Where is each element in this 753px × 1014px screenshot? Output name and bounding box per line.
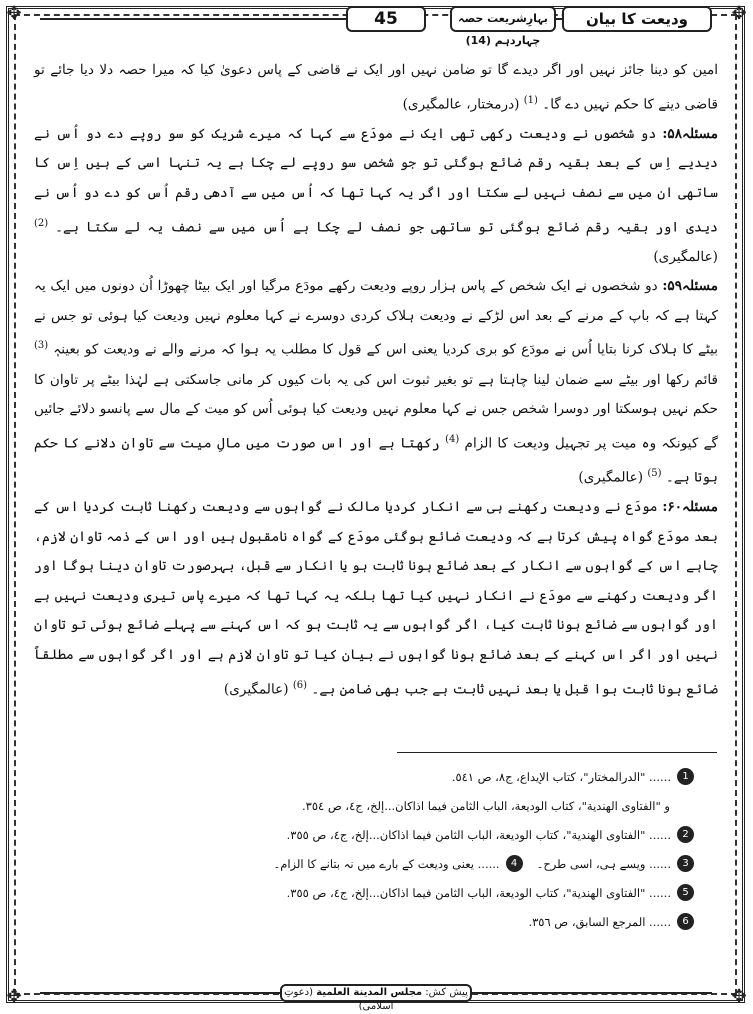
source-citation: (عالمگیری) [578,469,644,486]
footnote-separator [397,752,717,753]
corner-ornament-icon: ✥ [6,3,22,24]
page-footer [40,984,712,1012]
footnote-ref: (1) [523,94,538,106]
corner-ornament-icon: ✥ [731,986,747,1007]
footnote-text: ...... یعنی ودیعت کے بارے میں نہ بتانے کا الزام۔ [273,856,500,871]
masala-text: دو شخصوں نے ودیعت رکھی تھی ایک نے مودَع سے کہا کہ میرے شریک کو سو روپے دے دو اُس نے دیدیے اِس کے بعد بقیہ رقم ضائع ہوگئی تو جو شخص سو روپے لے چکا ہے یہ تنہا اسی کے ہیں اِس کا ساتھی ان میں سے نصف نہیں لے سکتا اور اگر یہ کہا تھا کہ اُس میں سے آدھی رقم اُس کو دے دو اُس نے دیدی اور بقیہ رقم ضائع ہوگئی تو ساتھی جو نصف لے چکا ہے اُس میں سے نصف یہ لے سکتا ہے۔ [34,125,718,236]
footnote-text: و "الفتاوى الهندية"، كتاب الوديعة، الباب الثامن فيما اذاكان...إلخ، ج٤، ص ٣٥٤. [301,798,670,813]
corner-ornament-icon: ✥ [6,986,22,1007]
corner-ornament-icon: ✥ [731,3,747,24]
publisher-box [280,984,472,1012]
masala-label: مسئلہ۶۰: [662,498,718,515]
footnote-text: ...... ویسے ہی، اسی طرح۔ [536,856,671,871]
source-citation: (عالمگیری) [653,248,718,265]
masala-58 [34,120,718,273]
footnote-number: 3 [677,855,694,872]
masala-label: مسئلہ۵۸: [662,125,718,142]
footnote-text: ...... "الدرالمختار"، كتاب الإيداع، ج٨، ص ٥٤١. [451,769,671,784]
footnote-ref: (2) [34,217,49,229]
paragraph [34,56,718,120]
page-header [40,6,712,47]
footer-rule [40,992,280,994]
masala-60 [34,493,718,705]
footnote [34,820,694,849]
footnote [34,878,694,907]
footnotes [34,762,694,936]
footnote-text: ...... المرجع السابق، ص ٣٥٦. [528,914,671,929]
main-text [34,56,718,746]
source-citation: (عالمگیری) [223,681,289,698]
section-title: ودیعت کا بیان [562,6,712,32]
footnote-number: 5 [677,884,694,901]
paragraph-text: امین کو دینا جائز نہیں اور اگر دیدے گا تو ضامن نہیں اور ایک نے قاضی کے پاس دعویٰ کیا کہ میرا حصہ دلا دیا جائے تو قاضی دینے کا حکم نہیں دے گا۔ [34,62,718,113]
masala-text: مودَع نے ودیعت رکھنے ہی سے انکار کردیا مالک نے گواہوں سے ودیعت رکھنا ثابت کردیا اس کے بعد مودَع گواہ پیش کرتا ہے کہ ودیعت ضائع ہوگئی مودَع کے گواہ نامقبول ہیں اور اس کے ذمہ تاوان لازم، چاہے اس کے گواہوں سے انکار کے بعد ضائع ہونا ثابت ہو یا انکار سے قبل، بہرصورت تاوان دینا ہوگا اور اگر ودیعت رکھنے سے مودَع نے انکار نہیں کیا تھا بلکہ یہ کہا تھا کہ میرے پاس تیری ودیعت نہیں ہے اور گواہوں سے ضائع ہونا ثابت کیا، اگر گواہوں سے یہ ثابت ہو کہ اس کہنے سے پہلے ضائع ہوئی تو تاوان نہیں اور اگر اس کہنے کے بعد ضائع ہونا گواہوں نے بیان کیا تو تاوان لازم ہے اور اگر گواہوں سے مطلقاً ضائع ہونا ثابت ہوا قبل یا بعد نہیں ثابت ہے جب بھی ضامن ہے۔ [34,498,718,698]
footnote-text: ...... "الفتاوى الهندية"، كتاب الوديعة، الباب الثامن فيما اذاكان...إلخ، ج٤، ص ٣٥٥. [286,827,671,842]
presenter-label: پیش کش: [425,987,468,998]
footnote-number: 1 [677,768,694,785]
footer-rule [472,992,712,994]
footnote-number: 2 [677,826,694,843]
footnote-ref: (5) [647,467,662,479]
publisher-name: مجلس المدينة العلمية [316,987,423,998]
footnote-text: ...... "الفتاوى الهندية"، كتاب الوديعة، الباب الثامن فيما اذاكان...إلخ، ج٤، ص ٣٥٥. [286,885,671,900]
footnote [34,791,694,820]
masala-59 [34,272,718,493]
header-rule [40,18,346,20]
book-title: بہارِشریعت حصہ چہاردہم (14) [450,6,556,32]
footnote [34,849,694,878]
footnote-number: 6 [677,913,694,930]
footnote [34,907,694,936]
footnote-ref: (3) [34,340,49,352]
masala-text: دو شخصوں نے ایک شخص کے پاس ہزار روپے ودیعت رکھے مودَع مرگیا اور ایک بیٹا چھوڑا اُن دونوں میں ایک یہ کہتا ہے کہ باپ کے مرنے کے بعد اس لڑکے نے ودیعت ہلاک کردی دوسرے نے کہا معلوم نہیں ودیعت کیا ہوئی تو جس نے بیٹے کا ہلاک کرنا بتایا اُس نے مودَع کو بری کردیا یعنی اس کے قول کا مطلب یہ ہوا کہ مرنے والے نے ودیعت کو بعینہٖ [34,278,718,358]
footnote-ref: (4) [445,433,460,445]
footnote-ref: (6) [292,679,308,691]
source-citation: (درمختار، عالمگیری) [402,96,520,113]
footnote [34,762,694,791]
masala-text: رکھتا ہے اور اس صورت میں مالِ میت سے تاوان دلانے کا حکم ہوتا ہے۔ [34,435,718,486]
publisher-subtitle: (دعوتِ اسلامی) [284,987,394,1012]
masala-label: مسئلہ۵۹: [662,278,719,295]
masala-text: قائم رکھا اور بیٹے سے ضمان لینا چاہتا ہے تو بغیر ثبوت اس کی یہ بات کیوں کر مانی جاسکتی ہے لہٰذا بیٹے پر تاوان کا حکم نہیں ہوسکتا اور دوسرا شخص جس نے کہا معلوم نہیں ودیعت کیا ہوئی اُس کو میت کے مال سے پانسو دلائے جائیں گے کیونکہ وہ میت پر تجہیل ودیعت کا الزام [34,371,719,452]
footnote-number: 4 [506,855,523,872]
page-number: 45 [346,6,426,32]
